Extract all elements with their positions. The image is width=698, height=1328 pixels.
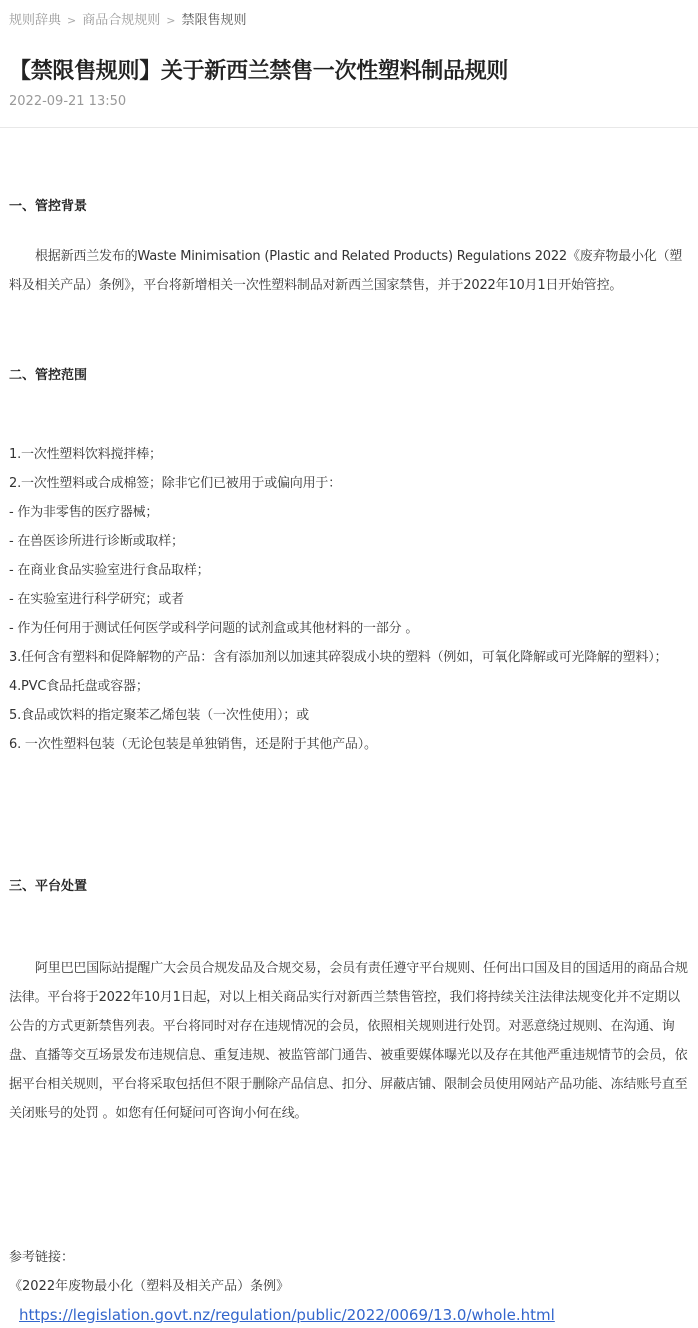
list-item: 3.任何含有塑料和促降解物的产品：含有添加剂以加速其碎裂成小块的塑料（例如，可氧化降解或可光降解的塑料）； xyxy=(9,650,668,665)
breadcrumb-item-rules-dictionary[interactable]: 规则辞典 xyxy=(9,13,62,28)
breadcrumb-separator: > xyxy=(67,14,77,27)
reference-link[interactable]: https://legislation.govt.nz/regulation/public/2022/0069/13.0/whole.html xyxy=(19,1306,555,1324)
section-heading-handling: 三、平台处置 xyxy=(9,879,88,894)
list-item: 5.食品或饮料的指定聚苯乙烯包装（一次性使用）；或 xyxy=(9,708,309,723)
list-item: - 作为任何用于测试任何医学或科学问题的试剂盒或其他材料的一部分 。 xyxy=(9,621,419,636)
publish-date: 2022-09-21 13:50 xyxy=(9,94,127,109)
list-item: - 作为非零售的医疗器械； xyxy=(9,505,159,520)
section-body-handling xyxy=(9,954,691,1128)
background-paragraph: 根据新西兰发布的Waste Minimisation (Plastic and Related Products) Regulations 2022《废弃物最小化（塑料及相关产品）条例》，平台将新增相关一次性塑料制品对新西兰国家禁售，并于2022年10月1日开始管控。 xyxy=(9,249,683,293)
list-item: 1.一次性塑料饮料搅拌棒； xyxy=(9,447,162,462)
references xyxy=(9,1243,691,1328)
list-item: - 在实验室进行科学研究；或者 xyxy=(9,592,184,607)
references-label: 参考链接： xyxy=(9,1250,75,1265)
handling-paragraph: 阿里巴巴国际站提醒广大会员合规发品及合规交易，会员有责任遵守平台规则、任何出口国及目的国适用的商品合规法律。平台将于2022年10月1日起，对以上相关商品实行对新西兰禁售管控，我们将持续关注法律法规变化并不定期以公告的方式更新禁售列表。平台将同时对存在违规情况的会员，依照相关规则进行处罚。对恶意绕过规则、在沟通、询盘、直播等交互场景发布违规信息、重复违规、被监管部门通告、被重要媒体曝光以及存在其他严重违规情节的会员，依据平台相关规则，平台将采取包括但不限于删除产品信息、扣分、屏蔽店铺、限制会员使用网站产品功能、冻结账号直至关闭账号的处罚 。如您有任何疑问可咨询小何在线。 xyxy=(9,961,688,1121)
section-body-background xyxy=(9,242,691,300)
breadcrumb-item-current: 禁限售规则 xyxy=(181,13,247,28)
page-title: 【禁限售规则】关于新西兰禁售一次性塑料制品规则 xyxy=(9,59,509,84)
list-item: 2.一次性塑料或合成棉签；除非它们已被用于或偏向用于： xyxy=(9,476,342,491)
list-item: - 在商业食品实验室进行食品取样； xyxy=(9,563,210,578)
list-item: - 在兽医诊所进行诊断或取样； xyxy=(9,534,184,549)
reference-doc-title: 《2022年废物最小化（塑料及相关产品）条例》 xyxy=(9,1279,290,1294)
section-heading-scope: 二、管控范围 xyxy=(9,368,88,383)
breadcrumb-item-product-compliance[interactable]: 商品合规规则 xyxy=(82,13,161,28)
section-heading-background: 一、管控背景 xyxy=(9,199,88,214)
header-divider xyxy=(0,127,698,128)
list-item: 6. 一次性塑料包装（无论包装是单独销售，还是附于其他产品）。 xyxy=(9,737,377,752)
list-item: 4.PVC食品托盘或容器； xyxy=(9,679,149,694)
breadcrumb-separator: > xyxy=(166,14,176,27)
scope-list xyxy=(9,440,691,759)
breadcrumb xyxy=(9,12,246,30)
